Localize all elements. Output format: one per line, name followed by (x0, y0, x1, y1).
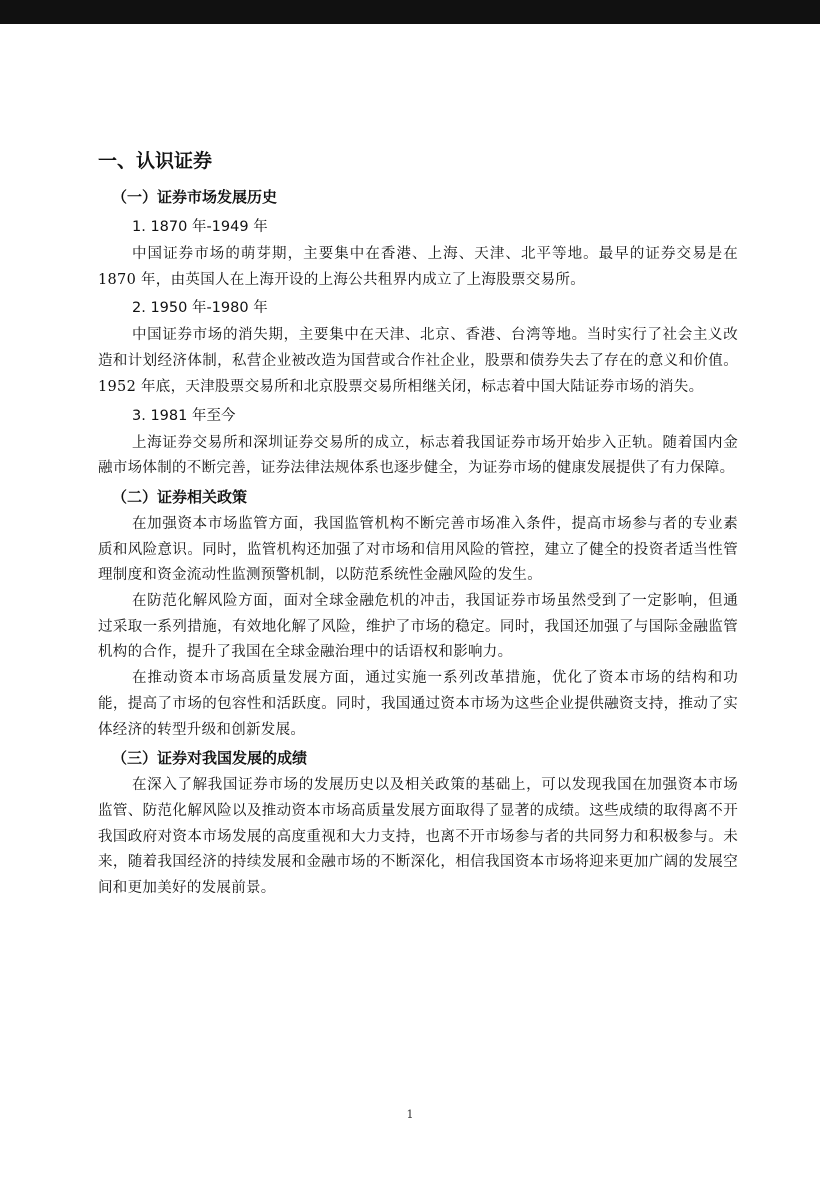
section-heading-achievements: （三）证券对我国发展的成绩 (112, 749, 308, 768)
top-black-bar (0, 0, 820, 24)
policy-paragraph: 在推动资本市场高质量发展方面，通过实施一系列改革措施，优化了资本市场的结构和功能，提高了市场的包容性和活跃度。同时，我国通过资本市场为这些企业提供融资支持，推动了实体经济的转型升级和创新发展。 (98, 670, 738, 738)
period-label: 2. 1950 年-1980 年 (132, 300, 268, 317)
policy-paragraph: 在加强资本市场监管方面，我国监管机构不断完善市场准入条件，提高市场参与者的专业素质和风险意识。同时，监管机构还加强了对市场和信用风险的管控，建立了健全的投资者适当性管理制度和资金流动性监测预警机制，以防范系统性金融风险的发生。 (98, 515, 738, 584)
page-title: 一、认识证券 (98, 150, 213, 172)
page-number: 1 (406, 1108, 414, 1121)
document-body (98, 146, 738, 902)
period-label: 3. 1981 年至今 (132, 407, 236, 424)
section-heading-history: （一）证券市场发展历史 (112, 188, 278, 206)
policy-paragraph: 在防范化解风险方面，面对全球金融危机的冲击，我国证券市场虽然受到了一定影响，但通过采取一系列措施，有效地化解了风险，维护了市场的稳定。同时，我国还加强了与国际金融监管机构的合作，提升了我国在全球金融治理中的话语权和影响力。 (98, 593, 738, 661)
period-label: 1. 1870 年-1949 年 (132, 219, 268, 235)
period-paragraph: 上海证券交易所和深圳证券交易所的成立，标志着我国证券市场开始步入正轨。随着国内金融市场体制的不断完善，证券法律法规体系也逐步健全，为证券市场的健康发展提供了有力保障。 (98, 434, 738, 477)
period-paragraph: 中国证券市场的消失期，主要集中在天津、北京、香港、台湾等地。当时实行了社会主义改造和计划经济体制，私营企业被改造为国营或合作社企业，股票和债券失去了存在的意义和价值。1952 年底，天津股票交易所和北京股票交易所相继关闭，标志着中国大陆证券市场的消失。 (98, 327, 738, 395)
achievements-paragraph: 在深入了解我国证券市场的发展历史以及相关政策的基础上，可以发现我国在加强资本市场监管、防范化解风险以及推动资本市场高质量发展方面取得了显著的成绩。这些成绩的取得离不开我国政府对资本市场发展的高度重视和大力支持，也离不开市场参与者的共同努力和积极参与。未来，随着我国经济的持续发展和金融市场的不断深化，相信我国资本市场将迎来更加广阔的发展空间和更加美好的发展前景。 (98, 777, 738, 897)
period-paragraph: 中国证券市场的萌芽期，主要集中在香港、上海、天津、北平等地。最早的证券交易是在 1870 年，由英国人在上海开设的上海公共租界内成立了上海股票交易所。 (98, 246, 738, 288)
section-heading-policy: （二）证券相关政策 (112, 487, 248, 506)
